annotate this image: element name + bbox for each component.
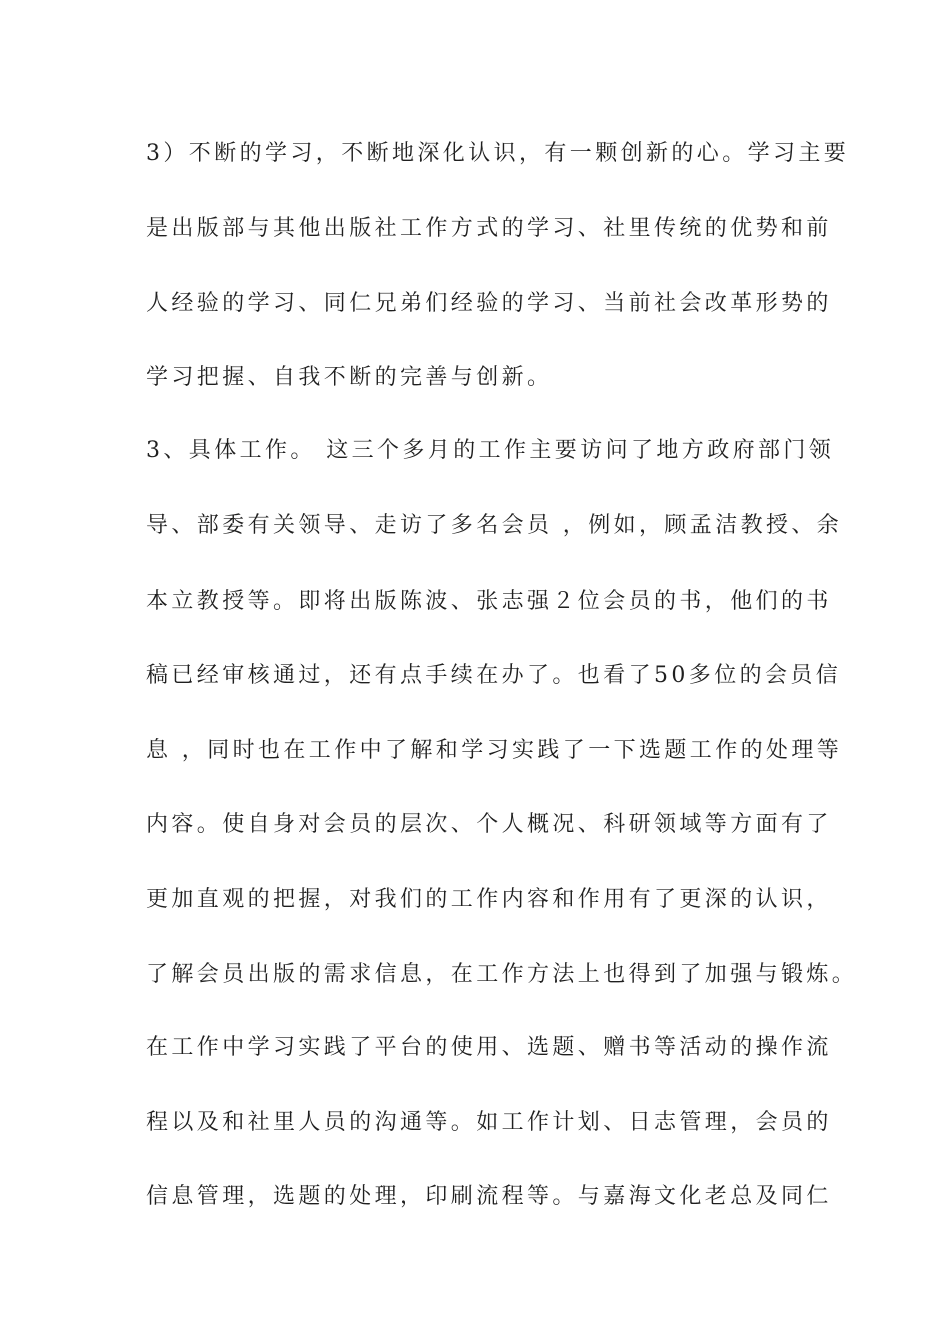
- paragraph-line: 更加直观的把握，对我们的工作内容和作用有了更深的认识，: [146, 887, 832, 912]
- paragraph-line: 息 ，同时也在工作中了解和学习实践了一下选题工作的处理等: [146, 738, 843, 763]
- paragraph-line: 3）不断的学习，不断地深化认识，有一颗创新的心。学习主要: [146, 141, 850, 166]
- paragraph-line: 本立教授等。即将出版陈波、张志强２位会员的书，他们的书: [146, 589, 832, 614]
- paragraph-line: 稿已经审核通过，还有点手续在办了。也看了50多位的会员信: [146, 663, 842, 688]
- paragraph-line: 学习把握、自我不断的完善与创新。: [146, 365, 553, 390]
- paragraph-line: 程以及和社里人员的沟通等。如工作计划、日志管理，会员的: [146, 1110, 832, 1135]
- paragraph-line: 3、具体工作。 这三个多月的工作主要访问了地方政府部门领: [146, 438, 835, 463]
- paragraph-line: 内容。使自身对会员的层次、个人概况、科研领域等方面有了: [146, 812, 832, 837]
- paragraph-line: 导、部委有关领导、走访了多名会员 ，例如，顾孟洁教授、余: [146, 513, 843, 538]
- paragraph-line: 了解会员出版的需求信息，在工作方法上也得到了加强与锻炼。: [146, 962, 858, 987]
- paragraph-line: 人经验的学习、同仁兄弟们经验的学习、当前社会改革形势的: [146, 291, 832, 316]
- paragraph-line: 是出版部与其他出版社工作方式的学习、社里传统的优势和前: [146, 216, 832, 241]
- paragraph-line: 在工作中学习实践了平台的使用、选题、赠书等活动的操作流: [146, 1035, 832, 1060]
- paragraph-line: 信息管理，选题的处理，印刷流程等。与嘉海文化老总及同仁: [146, 1184, 832, 1209]
